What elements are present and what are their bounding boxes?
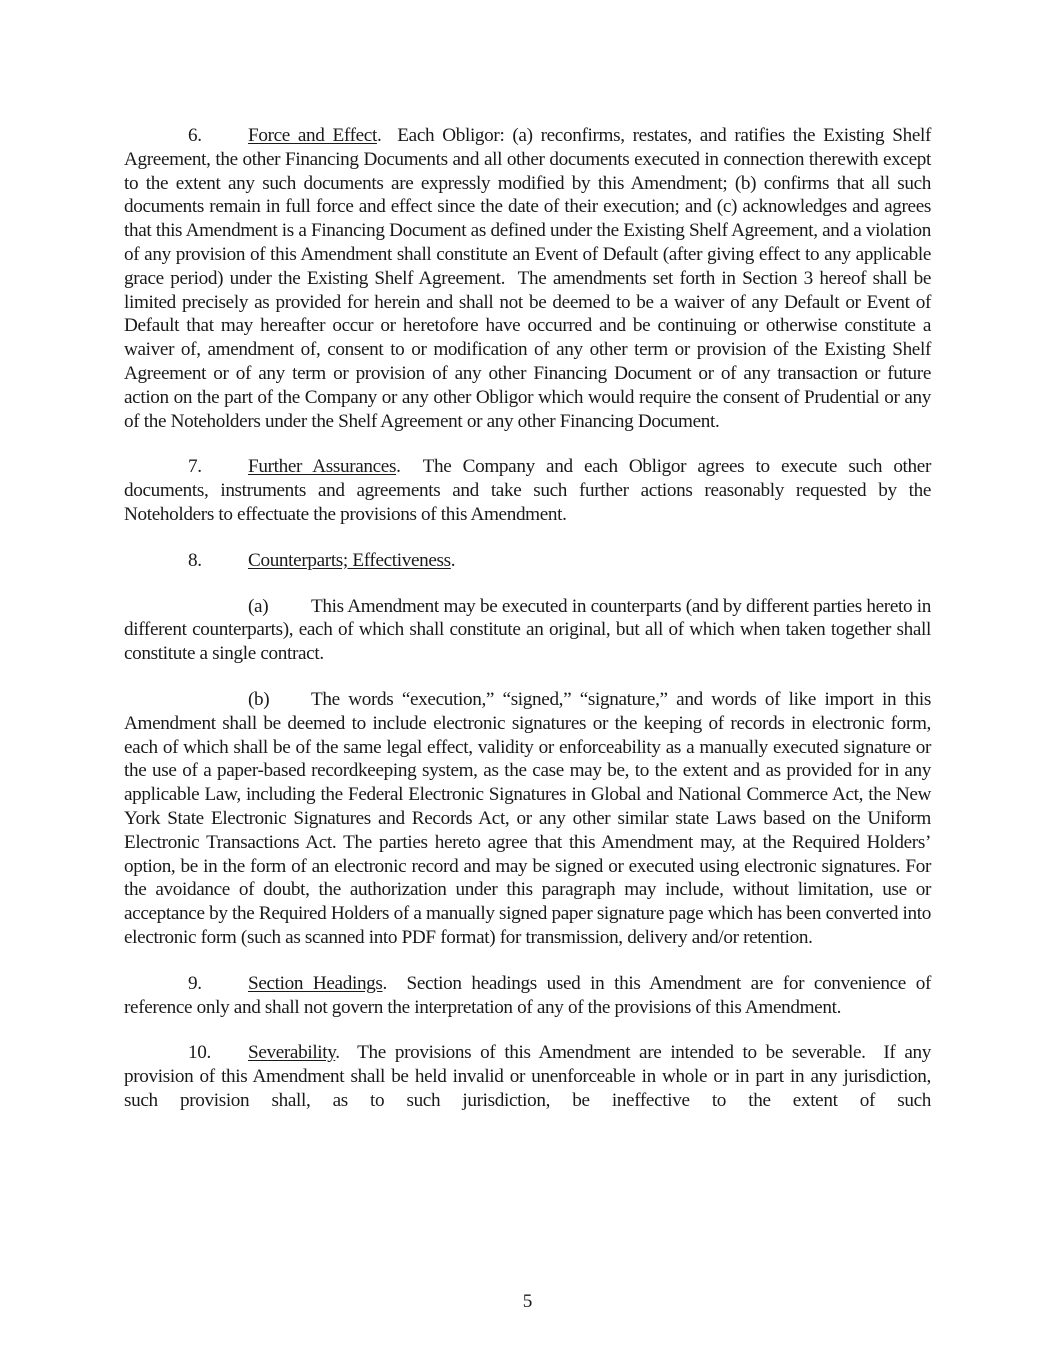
document-page	[124, 124, 936, 1135]
section-number: 8.	[188, 549, 202, 571]
section-body: The provisions of this Amendment are intended to be severable. If any provision of this Amendment shall be held invalid or unenforceable in whole or in part in any jurisdiction, such provision shall, as to such jurisdiction, be ineffective to the extent of such	[124, 1042, 936, 1111]
section-heading: Further Assurances	[248, 456, 397, 478]
heading-suffix: .	[382, 972, 387, 994]
section-8a	[124, 595, 931, 666]
section-number: 10.	[188, 1042, 211, 1064]
section-number: 6.	[188, 125, 202, 146]
subsection-label: (b)	[248, 688, 270, 710]
section-10	[124, 1041, 936, 1112]
section-heading: Section Headings	[248, 972, 383, 994]
heading-suffix: .	[450, 549, 456, 571]
section-8	[124, 549, 931, 573]
section-heading: Force and Effect	[248, 125, 377, 146]
heading-suffix: .	[396, 456, 401, 478]
section-body: Section headings used in this Amendment are for convenience of reference only and shall not govern the interpretation of any of the provisions of this Amendment.	[124, 972, 936, 1018]
section-number: 9.	[188, 972, 202, 994]
subsection-body: This Amendment may be executed in counterparts (and by different parties hereto in different counterparts), each of which shall constitute an original, but all of which when taken together shall constitute a single contract.	[124, 595, 931, 665]
page-number: 5	[522, 1291, 533, 1312]
subsection-body: The words “execution,” “signed,” “signature,” and words of like import in this Amendment shall be deemed to include electronic signatures or the keeping of records in electronic form, each of which shall be of the same legal effect, validity or enforceability as a manually executed signature or the use of a paper-based recordkeeping system, as the case may be, to the extent and as provided for in any applicable Law, including the Federal Electronic Signatures in Global and National Commerce Act, the New York State Electronic Signatures and Records Act, or any other similar state Laws based on the Uniform Electronic Transactions Act. The parties hereto agree that this Amendment may, at the Required Holders’ option, be in the form of an electronic record and may be signed or executed using electronic signatures. For the avoidance of doubt, the authorization under this paragraph may include, without limitation, use or acceptance by the Required Holders of a manually signed paper signature page which has been converted into electronic form (such as scanned into PDF format) for transmission, delivery and/or retention.	[124, 688, 931, 948]
section-body: Each Obligor: (a) reconfirms, restates, and ratifies the Existing Shelf Agreement, the other Financing Documents and all other documents executed in connection therewith except to the extent any such documents are expressly modified by this Amendment; (b) confirms that all such documents remain in full force and effect since the date of their execution; and (c) acknowledges and agrees that this Amendment is a Financing Document as defined under the Existing Shelf Agreement, and a violation of any provision of this Amendment shall constitute an Event of Default (after giving effect to any applicable grace period) under the Existing Shelf Agreement. The amendments set forth in Section 3 hereof shall be limited precisely as provided for herein and shall not be deemed to be a waiver of any Default or Event of Default that may hereafter occur or heretofore have occurred and be continuing or otherwise constitute a waiver of, amendment of, consent to or modification of any other term or provision of the Existing Shelf Agreement or of any term or provision of any other Financing Document or of any transaction or future action on the part of the Company or any other Obligor which would require the consent of Prudential or any of the Noteholders under the Shelf Agreement or any other Financing Document.	[124, 125, 936, 432]
section-7	[124, 455, 936, 526]
heading-suffix: .	[335, 1042, 340, 1064]
section-9	[124, 972, 936, 1020]
section-heading: Counterparts; Effectiveness	[248, 549, 451, 571]
subsection-label: (a)	[248, 595, 269, 617]
section-6	[124, 124, 936, 433]
section-body: The Company and each Obligor agrees to execute such other documents, instruments and agreements and take such further actions reasonably requested by the Noteholders to effectuate the provisions of this Amendment.	[124, 456, 936, 525]
section-heading: Severability	[248, 1042, 336, 1064]
section-8b	[124, 688, 931, 950]
section-number: 7.	[188, 456, 202, 478]
heading-suffix: .	[376, 125, 382, 146]
